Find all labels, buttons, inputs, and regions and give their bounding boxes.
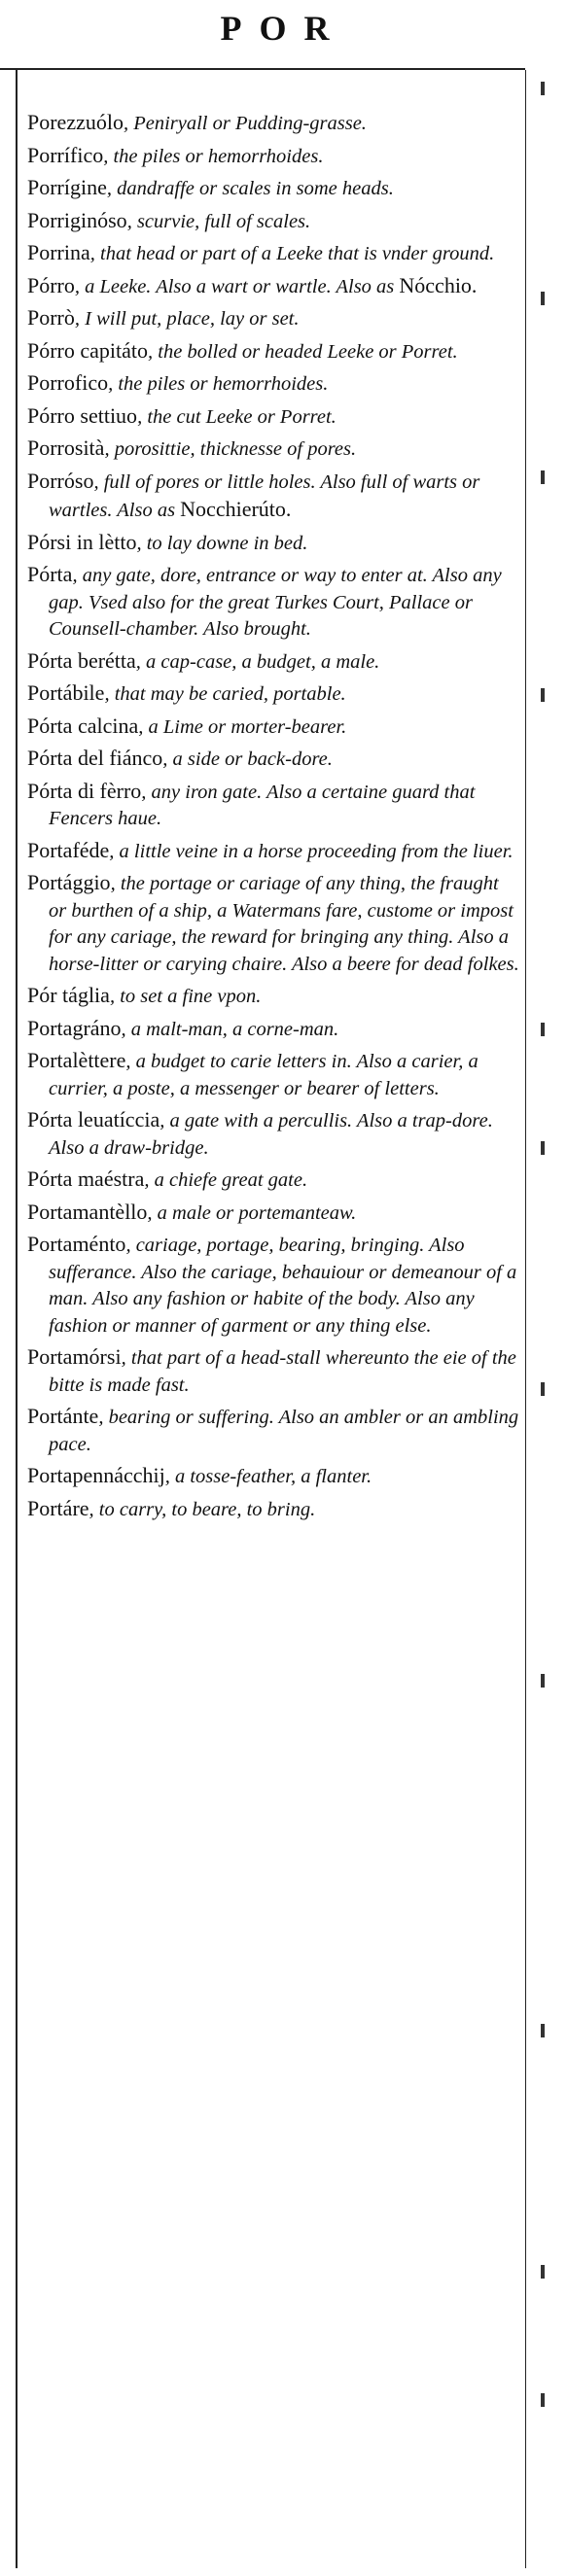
entry-headword: Porezzuólo	[27, 110, 124, 134]
entry-headword: Pórro capitáto	[27, 337, 149, 363]
entry-definition: , the portage or cariage of any thing, the fraught or burthen of a ship, a Watermans fare, custome or impost for any cariage, the reward for bringing any thing. Also a horse-litter or carying chaire. Also a beere for dead folkes.	[49, 873, 519, 975]
entry-definition: , any gate, dore, entrance or way to enter at. Also any gap. Vsed also for the great Turkes Court, Pallace or Counsell-chamber. Also brought.	[49, 565, 502, 640]
entry-definition: , a male or portemanteaw.	[147, 1201, 357, 1224]
entry-headword: Pórro	[27, 272, 75, 297]
entry-headword: Portáre	[27, 1495, 89, 1520]
entry-headword: Portábile	[27, 680, 105, 705]
left-column-rule	[16, 70, 18, 2568]
entry-definition: , that may be caried, portable.	[104, 683, 346, 705]
entry-headword: Pórta di fèrro	[27, 778, 142, 803]
entry-headword: Pórta leuatíccia	[27, 1107, 160, 1131]
dictionary-entry	[27, 1166, 521, 1195]
entry-definition: , a tosse-feather, a flanter.	[164, 1466, 372, 1487]
margin-marks	[533, 70, 567, 2568]
dictionary-entry	[27, 435, 521, 464]
dictionary-entry	[27, 142, 521, 171]
dictionary-entry	[27, 1343, 521, 1399]
margin-mark	[541, 292, 545, 305]
entry-headword: Pór táglia	[27, 983, 110, 1007]
margin-mark	[541, 1674, 545, 1688]
dictionary-entry	[27, 982, 521, 1011]
entry-headword: Porróso	[27, 468, 94, 493]
running-head: POR	[220, 9, 347, 48]
right-column-rule	[525, 70, 526, 2568]
dictionary-entry	[27, 1495, 521, 1524]
entry-definition: , a chiefe great gate.	[144, 1169, 308, 1191]
dictionary-entry	[27, 1403, 521, 1458]
entry-definition: , scurvie, full of scales.	[126, 210, 311, 232]
entry-definition: , bearing or suffering. Also an ambler or an ambling pace.	[49, 1407, 519, 1455]
margin-mark	[541, 2393, 545, 2407]
entry-headword: Portapennácchij	[27, 1463, 165, 1487]
entry-headword: Pórta maéstra	[27, 1166, 145, 1191]
dictionary-entry	[27, 778, 521, 833]
margin-mark	[541, 1382, 545, 1396]
entry-cross-reference: Nócchio.	[399, 272, 478, 297]
entry-headword: Pórta calcina	[27, 713, 139, 738]
entry-definition: , a budget to carie letters in. Also a carier, a currier, a poste, a messenger or bearer of letters.	[49, 1051, 478, 1099]
dictionary-entry	[27, 1462, 521, 1491]
entry-cross-reference: Nocchierúto.	[180, 497, 292, 521]
entry-headword: Pórta	[27, 562, 73, 586]
entry-definition: , cariage, portage, bearing, bringing. Also sufferance. Also the cariage, behauiour or demeanour of a man. Also any fashion or habite of the body. Also any fashion or manner of garment or any thing else.	[49, 1235, 517, 1337]
entry-definition: , Peniryall or Pudding-grasse.	[123, 113, 367, 134]
entry-headword: Porrosità	[27, 435, 105, 460]
entry-definition: , I will put, place, lay or set.	[74, 308, 300, 330]
dictionary-entry	[27, 1106, 521, 1162]
dictionary-entry	[27, 837, 521, 866]
dictionary-entry	[27, 239, 521, 268]
margin-mark	[541, 2024, 545, 2037]
entry-definition: , a Lime or morter-bearer.	[138, 715, 347, 738]
entry-definition: , dandraffe or scales in some heads.	[106, 178, 394, 199]
entry-definition: , a cap-case, a budget, a male.	[135, 650, 380, 673]
dictionary-entry	[27, 713, 521, 742]
entry-headword: Porriginóso	[27, 207, 127, 232]
dictionary-entry	[27, 679, 521, 709]
entry-definition: , a Leeke. Also a wart or wartle. Also as	[74, 275, 395, 297]
entry-headword: Porrò	[27, 305, 75, 330]
dictionary-entry	[27, 1047, 521, 1102]
entry-headword: Pórta del fiánco	[27, 746, 163, 770]
entry-headword: Pórta berétta	[27, 647, 136, 673]
entry-headword: Porrofico	[27, 370, 109, 395]
entry-headword: Porrífico	[27, 142, 104, 167]
entry-headword: Porrina	[27, 240, 90, 264]
entry-definition: , a side or back-dore.	[162, 748, 333, 770]
entry-definition: , the bolled or headed Leeke or Porret.	[148, 340, 458, 363]
entry-headword: Pórro settiuo	[27, 402, 138, 428]
entry-headword: Pórsi in lètto	[27, 529, 137, 554]
dictionary-entry	[27, 468, 521, 525]
entry-headword: Portamórsi	[27, 1344, 122, 1369]
dictionary-entry	[27, 745, 521, 774]
entry-definition: , the piles or hemorrhoides.	[108, 373, 329, 395]
entry-definition: , a malt-man, a corne-man.	[121, 1018, 339, 1040]
margin-mark	[541, 2265, 545, 2279]
entry-definition: , full of pores or little holes. Also full of warts or wartles. Also as	[49, 470, 480, 521]
entry-headword: Portággio	[27, 870, 111, 894]
entry-definition: , to set a fine vpon.	[109, 986, 262, 1007]
dictionary-entry	[27, 1015, 521, 1044]
margin-mark	[541, 1023, 545, 1036]
entry-headword: Portaféde	[27, 837, 110, 862]
entry-definition: , to lay downe in bed.	[136, 532, 308, 554]
entry-definition: , that head or part of a Leeke that is vnder ground.	[89, 243, 495, 264]
entry-definition: , a little veine in a horse proceeding from the liuer.	[109, 840, 514, 862]
dictionary-entries	[27, 109, 521, 1527]
dictionary-entry	[27, 207, 521, 236]
top-rule	[0, 68, 525, 70]
entry-definition: , porosittie, thicknesse of pores.	[104, 438, 357, 460]
margin-mark	[541, 82, 545, 95]
entry-headword: Porrígine	[27, 175, 107, 199]
entry-definition: , any iron gate. Also a certaine guard that Fencers haue.	[49, 781, 476, 829]
entry-headword: Portánte	[27, 1404, 99, 1428]
dictionary-entry	[27, 647, 521, 677]
dictionary-entry	[27, 369, 521, 399]
margin-mark	[541, 688, 545, 702]
entry-definition: , a gate with a percullis. Also a trap-dore. Also a draw-bridge.	[49, 1110, 493, 1159]
entry-headword: Portalèttere	[27, 1048, 126, 1072]
entry-headword: Portaménto	[27, 1232, 126, 1256]
dictionary-entry	[27, 561, 521, 644]
dictionary-entry	[27, 402, 521, 432]
entry-headword: Portagráno	[27, 1015, 122, 1040]
margin-mark	[541, 1141, 545, 1155]
dictionary-entry	[27, 272, 521, 301]
entry-definition: , the piles or hemorrhoides.	[103, 145, 324, 167]
dictionary-entry	[27, 1199, 521, 1228]
dictionary-entry	[27, 109, 521, 138]
dictionary-entry	[27, 174, 521, 203]
margin-mark	[541, 470, 545, 484]
entry-definition: , the cut Leeke or Porret.	[137, 405, 337, 428]
dictionary-entry	[27, 869, 521, 978]
dictionary-entry	[27, 337, 521, 366]
entry-definition: , to carry, to beare, to bring.	[89, 1498, 316, 1520]
dictionary-entry	[27, 1231, 521, 1340]
dictionary-entry	[27, 304, 521, 333]
dictionary-entry	[27, 529, 521, 558]
entry-definition: , that part of a head-stall whereunto the eie of the bitte is made fast.	[49, 1347, 516, 1396]
entry-headword: Portamantèllo	[27, 1199, 148, 1224]
